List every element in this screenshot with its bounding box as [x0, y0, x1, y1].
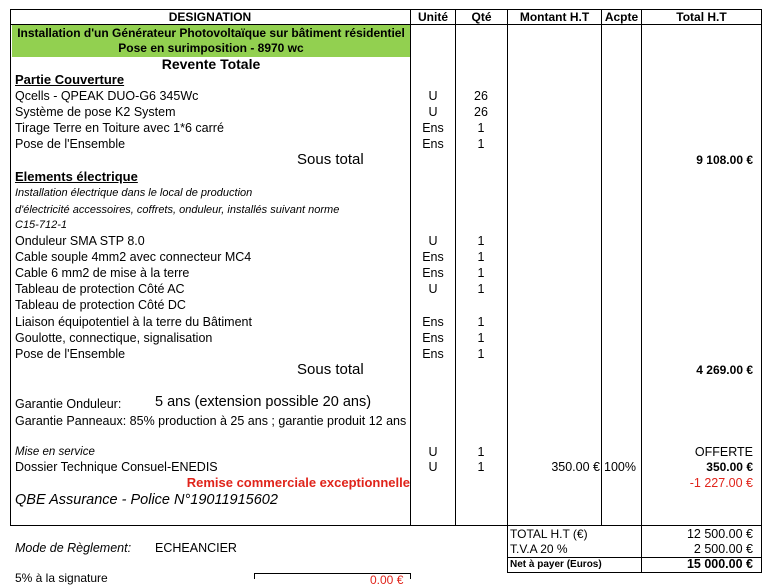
- header-montant: Montant H.T: [519, 10, 590, 24]
- electrique-subtotal-value: 4 269.00 €: [696, 363, 753, 377]
- electrique-item-label: Goulotte, connectique, signalisation: [15, 331, 213, 345]
- mise-en-service-total: OFFERTE: [694, 445, 753, 459]
- section-title-electrique: Elements électrique: [15, 169, 138, 184]
- couverture-item-unit: Ens: [422, 137, 444, 151]
- reglement-label: Mode de Règlement:: [15, 541, 132, 555]
- net-a-payer-label: Net à payer (Euros): [510, 559, 602, 570]
- couverture-item-label: Tirage Terre en Toiture avec 1*6 carré: [15, 121, 224, 135]
- dossier-technique-unit: U: [428, 460, 438, 474]
- electrique-item-unit: U: [428, 234, 438, 248]
- electrique-item-qty: 1: [477, 266, 485, 280]
- total-ht-value: 12 500.00 €: [686, 527, 753, 541]
- electrique-item-unit: Ens: [422, 250, 444, 264]
- electrique-item-qty: 1: [477, 234, 485, 248]
- header-qte: Qté: [471, 10, 492, 24]
- electrique-item-label: Tableau de protection Côté AC: [15, 282, 185, 296]
- net-bottom-border: [508, 572, 762, 573]
- couverture-subtotal-value: 9 108.00 €: [696, 153, 753, 167]
- dossier-technique-label: Dossier Technique Consuel-ENEDIS: [15, 460, 218, 474]
- tva-value: 2 500.00 €: [693, 542, 753, 556]
- dossier-technique-total: 350.00 €: [706, 460, 753, 474]
- totals-top-border: [508, 525, 762, 526]
- electrique-subtotal-label: Sous total: [297, 361, 364, 378]
- dossier-technique-acompte: 100%: [604, 460, 636, 474]
- couverture-item-qty: 26: [474, 105, 488, 119]
- electrique-item-qty: 1: [477, 315, 485, 329]
- electrique-item-label: Pose de l'Ensemble: [15, 347, 126, 361]
- signature-partial-value: 0.00 €: [370, 573, 404, 587]
- couverture-item-label: Qcells - QPEAK DUO-G6 345Wc: [15, 89, 199, 103]
- electrique-item-qty: 1: [477, 282, 485, 296]
- remise-label: Remise commerciale exceptionnelle: [186, 475, 410, 490]
- total-ht-label: TOTAL H.T (€): [510, 527, 588, 541]
- header-acompte: Acpte: [604, 10, 639, 24]
- couverture-item-qty: 1: [477, 121, 485, 135]
- table-bottom-border: [10, 525, 508, 526]
- couverture-subtotal-label: Sous total: [297, 151, 364, 168]
- reglement-value: ECHEANCIER: [155, 541, 237, 555]
- dossier-technique-montant: 350.00 €: [551, 460, 600, 474]
- header-total: Total H.T: [676, 10, 727, 24]
- signature-partial-label: 5% à la signature: [15, 571, 108, 585]
- couverture-item-qty: 26: [474, 89, 488, 103]
- electrique-item-unit: Ens: [422, 331, 444, 345]
- electrique-item-unit: U: [428, 282, 438, 296]
- banner-line1: Installation d'un Générateur Photovoltaïque sur bâtiment résidentiel: [17, 26, 405, 40]
- mise-en-service-qty: 1: [477, 445, 485, 459]
- assurance-text: QBE Assurance - Police N°19011915602: [15, 492, 278, 508]
- net-a-payer-value: 15 000.00 €: [686, 557, 753, 571]
- electrique-item-qty: 1: [477, 331, 485, 345]
- col-border-acompte: [601, 9, 602, 526]
- couverture-item-unit: U: [428, 89, 438, 103]
- electrique-item-unit: Ens: [422, 266, 444, 280]
- garantie-onduleur-label: Garantie Onduleur:: [15, 397, 122, 411]
- table-top-border: [10, 9, 762, 10]
- electrique-item-qty: 1: [477, 250, 485, 264]
- couverture-item-qty: 1: [477, 137, 485, 151]
- electrique-item-label: Liaison équipotentiel à la terre du Bâtiment: [15, 315, 252, 329]
- signature-box-left: [254, 573, 255, 579]
- electrique-item-label: Tableau de protection Côté DC: [15, 298, 186, 312]
- electrique-item-qty: 1: [477, 347, 485, 361]
- garantie-panneaux: Garantie Panneaux: 85% production à 25 ans ; garantie produit 12 ans: [15, 414, 407, 428]
- electrique-description-line: C15-712-1: [15, 219, 67, 231]
- col-border-montant: [507, 9, 508, 573]
- section-title-couverture: Partie Couverture: [15, 72, 125, 87]
- couverture-item-unit: U: [428, 105, 438, 119]
- couverture-item-unit: Ens: [422, 121, 444, 135]
- banner-line3: Revente Totale: [161, 56, 261, 72]
- signature-box-right: [410, 573, 411, 579]
- electrique-item-unit: Ens: [422, 347, 444, 361]
- electrique-item-unit: Ens: [422, 315, 444, 329]
- col-border-unit: [410, 9, 411, 526]
- col-border-left: [10, 9, 11, 526]
- electrique-description-line: Installation électrique dans le local de production: [15, 187, 253, 199]
- garantie-onduleur-value: 5 ans (extension possible 20 ans): [155, 394, 372, 410]
- header-unite: Unité: [418, 10, 448, 24]
- header-designation: DESIGNATION: [168, 10, 252, 24]
- electrique-item-label: Cable 6 mm2 de mise à la terre: [15, 266, 190, 280]
- couverture-item-label: Système de pose K2 System: [15, 105, 176, 119]
- dossier-technique-qty: 1: [477, 460, 485, 474]
- electrique-description-line: d'électricité accessoires, coffrets, onduleur, installés suivant norme: [15, 204, 340, 216]
- banner-line2: Pose en surimposition - 8970 wc: [118, 41, 304, 55]
- col-border-right: [761, 9, 762, 573]
- couverture-item-label: Pose de l'Ensemble: [15, 137, 126, 151]
- mise-en-service-unit: U: [428, 445, 438, 459]
- tva-label: T.V.A 20 %: [510, 542, 568, 556]
- electrique-item-label: Cable souple 4mm2 avec connecteur MC4: [15, 250, 252, 264]
- col-border-total: [641, 9, 642, 573]
- mise-en-service-label: Mise en service: [15, 446, 95, 458]
- electrique-item-label: Onduleur SMA STP 8.0: [15, 234, 145, 248]
- remise-total: -1 227.00 €: [689, 476, 753, 490]
